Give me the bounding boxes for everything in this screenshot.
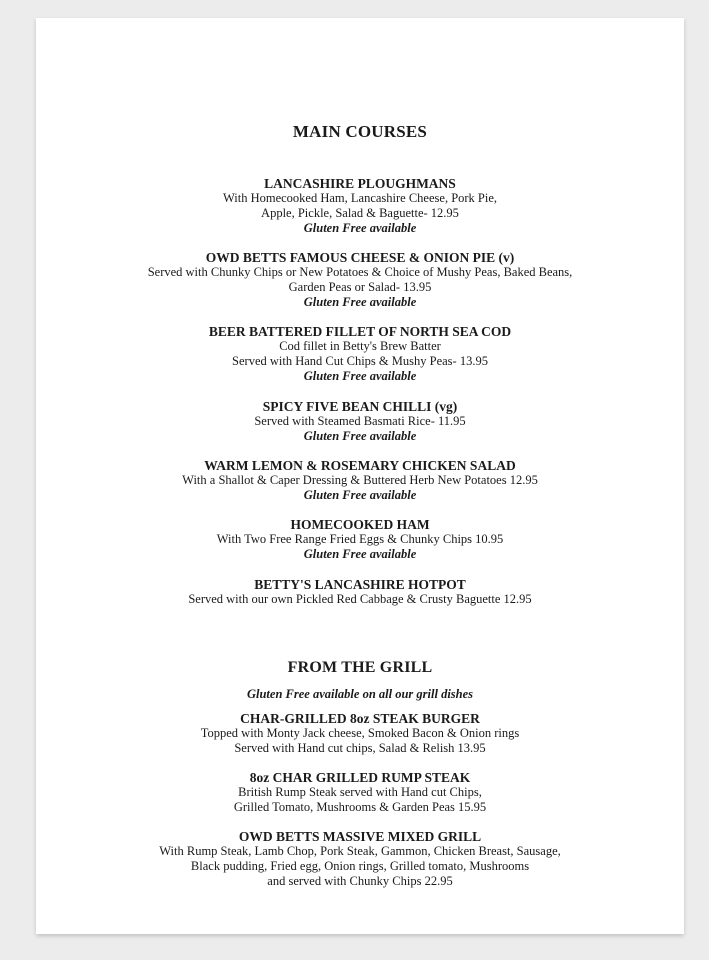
dish-lancashire-hotpot [36, 577, 684, 607]
dish-lancashire-ploughmans [36, 176, 684, 236]
dish-name: LANCASHIRE PLOUGHMANS [264, 176, 456, 191]
dish-description: With Homecooked Ham, Lancashire Cheese, Pork Pie, [222, 191, 498, 205]
dish-name: 8oz CHAR GRILLED RUMP STEAK [249, 770, 471, 785]
dish-mixed-grill [36, 829, 684, 889]
gluten-free-note: Gluten Free available [303, 295, 417, 309]
dish-description: British Rump Steak served with Hand cut Chips, [238, 785, 482, 799]
dish-description: Served with Chunky Chips or New Potatoes & Choice of Mushy Peas, Baked Beans, [147, 265, 573, 279]
dish-description: Topped with Monty Jack cheese, Smoked Bacon & Onion rings [200, 726, 520, 740]
dish-name: BETTY'S LANCASHIRE HOTPOT [254, 577, 466, 592]
dish-rump-steak [36, 770, 684, 815]
dish-chicken-salad [36, 458, 684, 503]
dish-name: CHAR-GRILLED 8oz STEAK BURGER [240, 711, 480, 726]
dish-name: BEER BATTERED FILLET OF NORTH SEA COD [208, 324, 512, 339]
dish-steak-burger [36, 711, 684, 756]
dish-description: With Two Free Range Fried Eggs & Chunky Chips 10.95 [216, 532, 504, 546]
main-courses-title: MAIN COURSES [292, 122, 428, 141]
dish-description: Cod fillet in Betty's Brew Batter [279, 339, 441, 353]
dish-description: Served with Hand Cut Chips & Mushy Peas- 13.95 [232, 354, 488, 368]
dish-name: OWD BETTS MASSIVE MIXED GRILL [238, 829, 482, 844]
dish-description: Grilled Tomato, Mushrooms & Garden Peas 15.95 [233, 800, 487, 814]
gluten-free-note: Gluten Free available [303, 488, 417, 502]
dish-description: With a Shallot & Caper Dressing & Buttered Herb New Potatoes 12.95 [182, 473, 538, 487]
dish-description: Apple, Pickle, Salad & Baguette- 12.95 [261, 206, 459, 220]
dish-name: WARM LEMON & ROSEMARY CHICKEN SALAD [204, 458, 516, 473]
from-the-grill-title: FROM THE GRILL [287, 659, 433, 676]
dish-description: Served with Steamed Basmati Rice- 11.95 [254, 414, 466, 428]
dish-description: Black pudding, Fried egg, Onion rings, Grilled tomato, Mushrooms [190, 859, 530, 873]
dish-cheese-onion-pie [36, 250, 684, 310]
dish-north-sea-cod [36, 324, 684, 384]
dish-name: SPICY FIVE BEAN CHILLI (vg) [262, 399, 458, 414]
dish-five-bean-chilli [36, 399, 684, 444]
dish-description: With Rump Steak, Lamb Chop, Pork Steak, Gammon, Chicken Breast, Sausage, [159, 844, 561, 858]
dish-name: OWD BETTS FAMOUS CHEESE & ONION PIE (v) [205, 250, 515, 265]
grill-gluten-free-note: Gluten Free available on all our grill dishes [246, 687, 474, 701]
dish-description: Garden Peas or Salad- 13.95 [288, 280, 432, 294]
dish-description: Served with Hand cut chips, Salad & Relish 13.95 [234, 741, 486, 755]
dish-description: and served with Chunky Chips 22.95 [267, 874, 453, 888]
gluten-free-note: Gluten Free available [303, 369, 417, 383]
gluten-free-note: Gluten Free available [303, 221, 417, 235]
gluten-free-note: Gluten Free available [303, 547, 417, 561]
dish-homecooked-ham [36, 517, 684, 562]
dish-name: HOMECOOKED HAM [290, 517, 430, 532]
gluten-free-note: Gluten Free available [303, 429, 417, 443]
menu-page [36, 18, 684, 934]
dish-description: Served with our own Pickled Red Cabbage & Crusty Baguette 12.95 [188, 592, 532, 606]
